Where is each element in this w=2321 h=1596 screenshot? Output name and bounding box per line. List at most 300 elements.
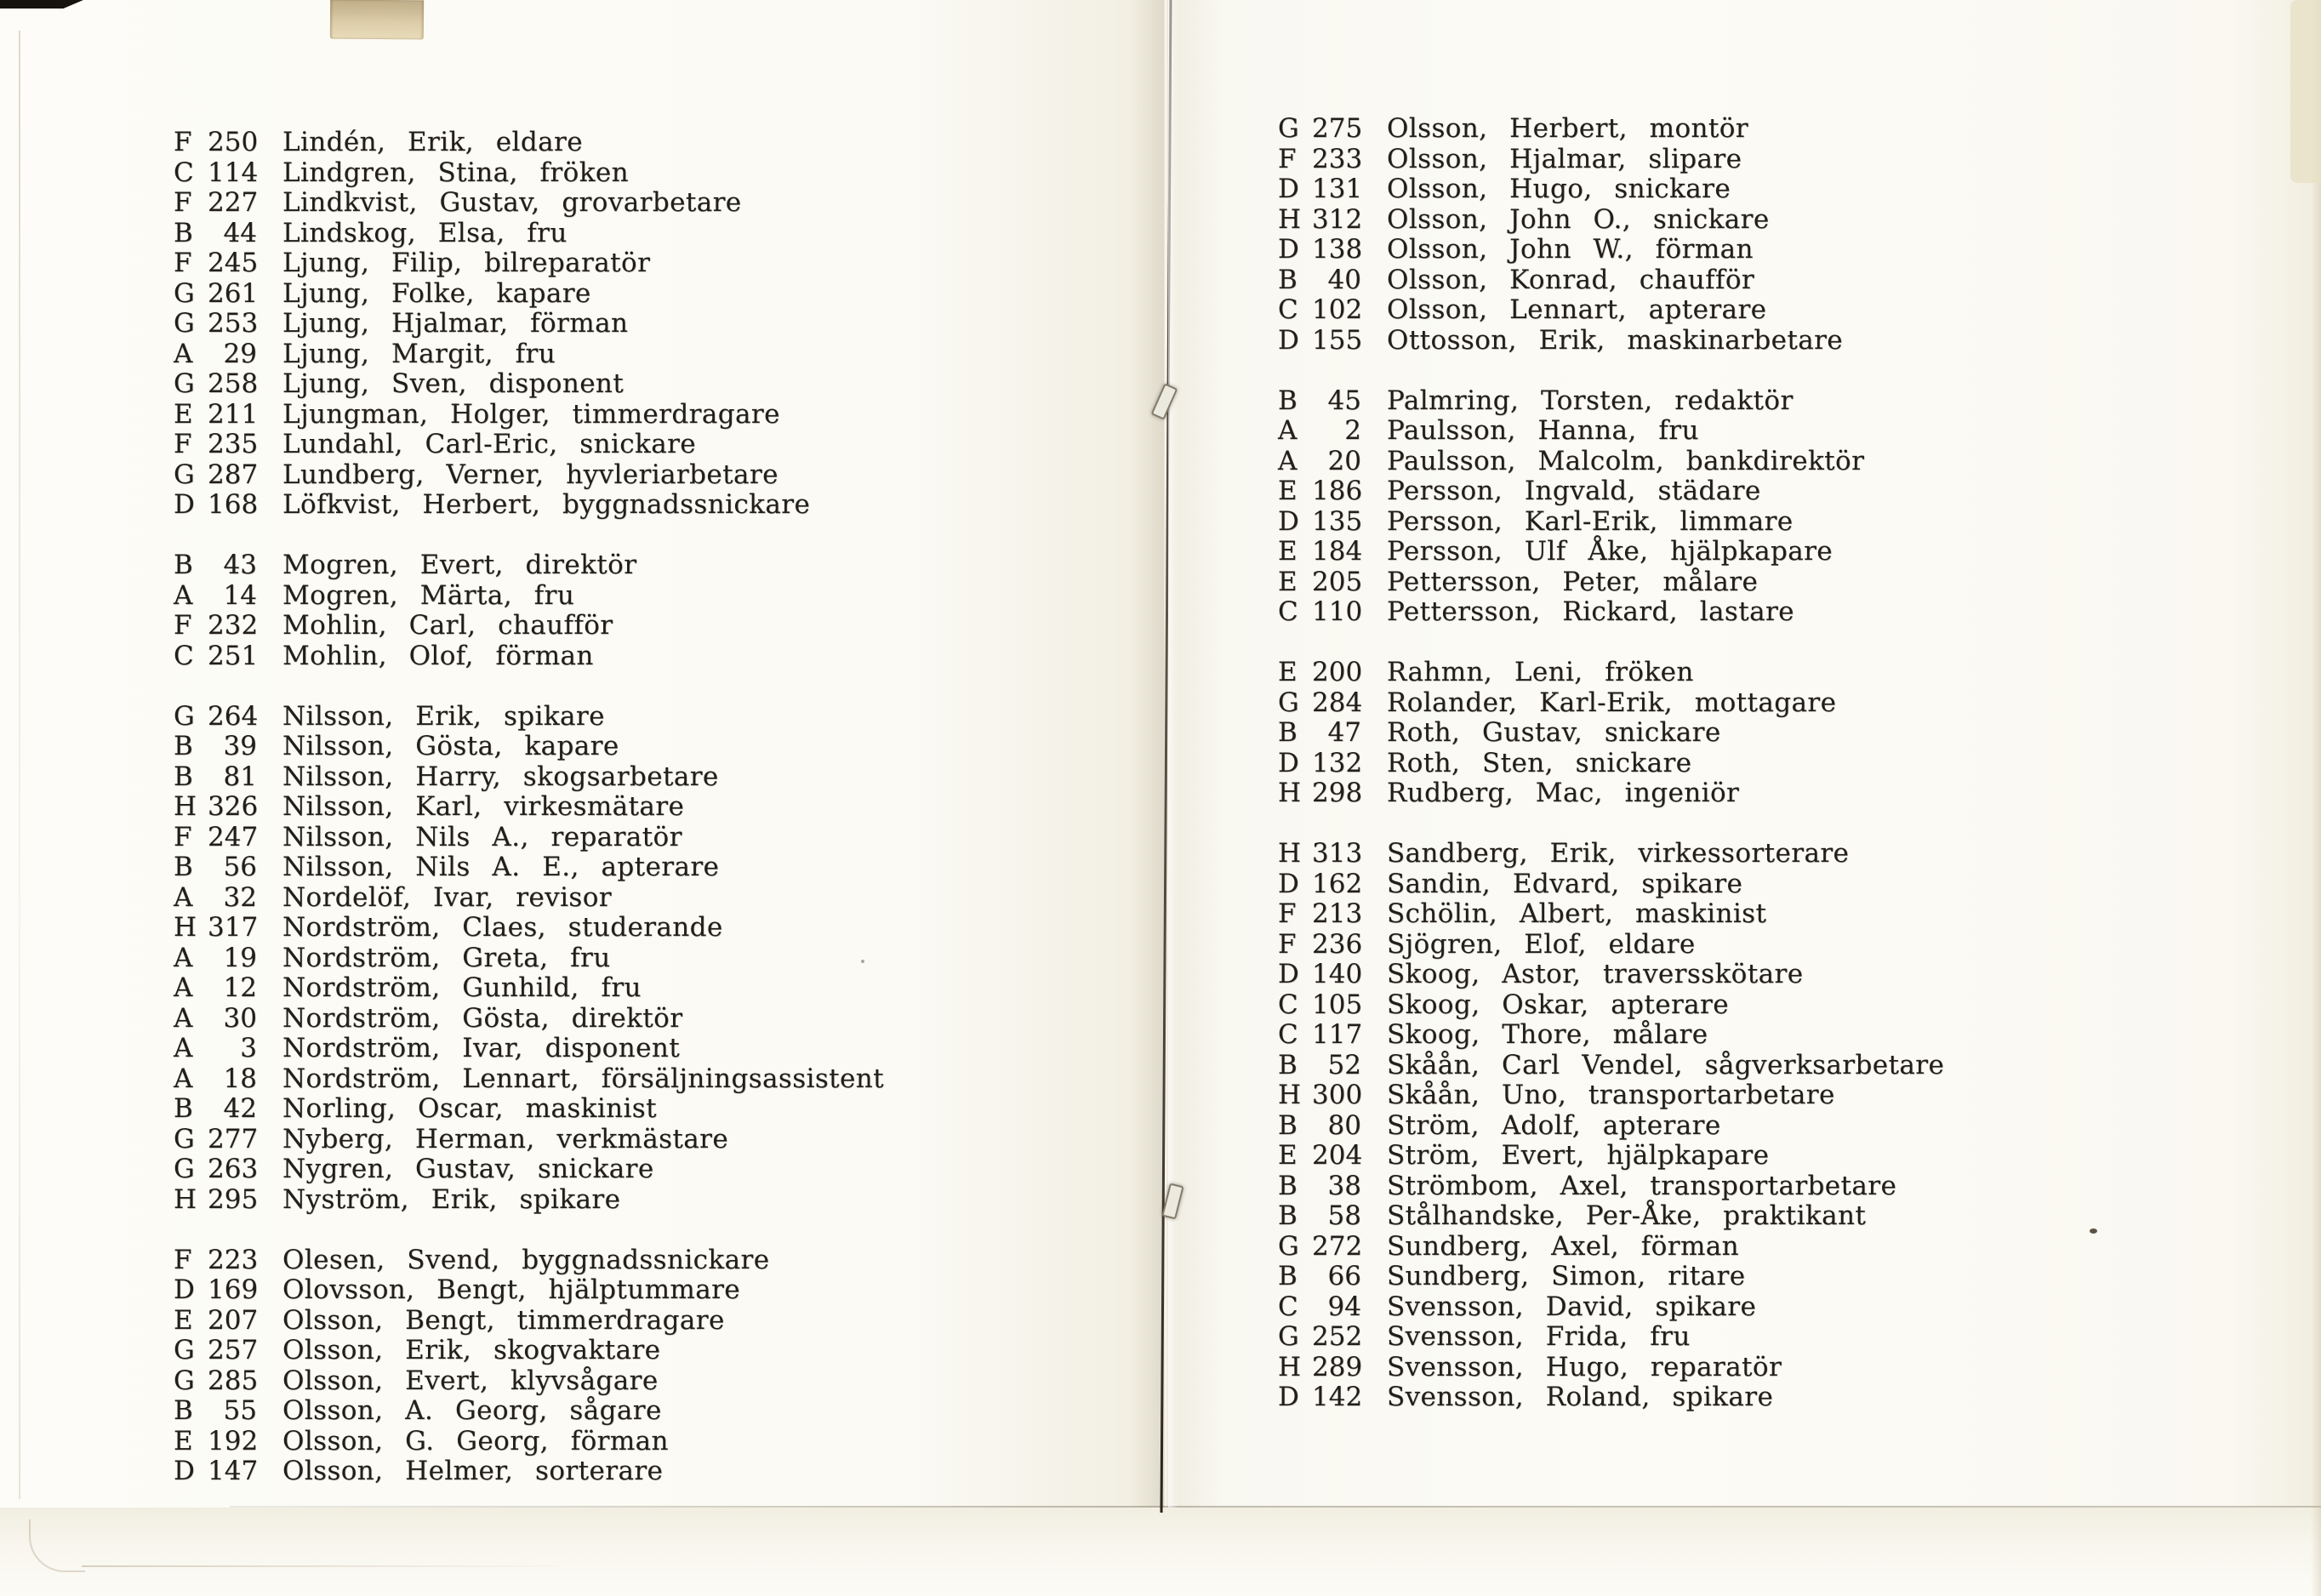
entry-number: 295 [208, 1183, 259, 1215]
directory-entry [1278, 1232, 1944, 1263]
entry-code: B [1278, 1261, 1298, 1291]
directory-entry [174, 279, 884, 310]
directory-entry [174, 309, 884, 339]
directory-entry [174, 1306, 884, 1337]
entry-code: B [174, 852, 194, 882]
entry-code: D [1278, 1382, 1300, 1412]
entry-name: Mohlin, Olof, förman [282, 640, 594, 671]
directory-entry [1278, 145, 1944, 175]
directory-entry [1278, 688, 1944, 719]
entry-name: Olsson, John O., snickare [1387, 203, 1770, 235]
entry-code: B [174, 550, 194, 580]
entry-number: 38 [1327, 1170, 1361, 1201]
entry-number: 142 [1312, 1382, 1363, 1412]
entry-name: Ottosson, Erik, maskinarbetare [1387, 324, 1844, 356]
entry-name: Lindén, Erik, eldare [282, 127, 583, 157]
entry-name: Ström, Adolf, apterare [1387, 1109, 1721, 1141]
directory-entry [174, 792, 884, 823]
entry-name: Svensson, Frida, fru [1387, 1321, 1691, 1352]
directory-entry [1278, 1111, 1944, 1142]
directory-entry [174, 1154, 884, 1185]
directory-entry [174, 400, 884, 430]
entry-group [174, 1245, 884, 1487]
entry-name: Rahmn, Leni, fröken [1387, 657, 1694, 687]
entry-code: A [1278, 415, 1297, 446]
directory-entry [174, 339, 884, 370]
entry-number: 285 [208, 1365, 259, 1396]
entry-name: Ljung, Sven, disponent [282, 368, 624, 399]
entry-name: Nyberg, Herman, verkmästare [282, 1123, 729, 1154]
entry-number: 162 [1312, 868, 1363, 899]
entry-number: 147 [208, 1456, 259, 1486]
entry-name: Pettersson, Peter, målare [1387, 566, 1759, 597]
entry-name: Nilsson, Nils A. E., apterare [282, 852, 720, 882]
entry-name: Sundberg, Axel, förman [1387, 1230, 1740, 1262]
entry-name: Strömbom, Axel, transportarbetare [1387, 1170, 1897, 1201]
directory-entry [1278, 1262, 1944, 1292]
directory-entry [1278, 1292, 1944, 1323]
directory-entry [174, 852, 884, 883]
directory-entry [1278, 749, 1944, 779]
entry-code: B [174, 217, 194, 248]
entry-code: B [1278, 1109, 1298, 1141]
entry-code: C [174, 157, 195, 188]
directory-entry [174, 913, 884, 943]
entry-name: Pettersson, Rickard, lastare [1387, 596, 1794, 627]
entry-code: H [1278, 1351, 1302, 1382]
directory-entry [174, 1245, 884, 1276]
entry-number: 317 [208, 912, 259, 943]
directory-entry [174, 823, 884, 853]
entry-name: Olsson, Helmer, sorterare [282, 1456, 664, 1486]
entry-code: D [1278, 234, 1300, 265]
directory-entry [1278, 960, 1944, 990]
entry-number: 263 [208, 1154, 259, 1184]
directory-entry [174, 1336, 884, 1366]
entry-number: 81 [223, 761, 257, 792]
entry-code: D [1278, 959, 1300, 989]
entry-name: Lindkvist, Gustav, grovarbetare [282, 187, 742, 218]
entry-name: Olsson, Lennart, apterare [1387, 294, 1767, 325]
directory-entry [174, 943, 884, 974]
entry-name: Persson, Ulf Åke, hjälpkapare [1387, 536, 1833, 567]
entry-code: B [174, 1093, 194, 1124]
entry-code: C [1278, 1291, 1299, 1322]
entry-number: 44 [223, 217, 257, 248]
entry-code: F [174, 248, 192, 278]
entry-number: 45 [1327, 385, 1361, 416]
directory-entry [1278, 386, 1944, 417]
entry-name: Palmring, Torsten, redaktör [1387, 385, 1794, 416]
entry-name: Mogren, Evert, direktör [282, 550, 637, 580]
entry-code: G [174, 700, 196, 732]
entry-number: 42 [223, 1093, 257, 1124]
entry-name: Schölin, Albert, maskinist [1387, 898, 1767, 929]
directory-entry [1278, 174, 1944, 205]
entry-number: 247 [208, 821, 259, 852]
entry-group [174, 702, 884, 1216]
entry-group [1278, 386, 1944, 628]
entry-name: Olsson, G. Georg, förman [282, 1425, 669, 1456]
entry-code: E [174, 1425, 193, 1456]
entry-number: 232 [208, 610, 259, 641]
entry-number: 18 [223, 1063, 257, 1094]
entry-number: 252 [1312, 1321, 1363, 1352]
entry-code: G [1278, 113, 1300, 144]
directory-entry [174, 641, 884, 672]
entry-number: 186 [1312, 476, 1363, 506]
entry-number: 257 [208, 1335, 259, 1365]
directory-entry [1278, 930, 1944, 960]
entry-name: Olsson, Herbert, montör [1387, 113, 1749, 144]
directory-entry [174, 1064, 884, 1095]
entry-code: C [1278, 989, 1299, 1020]
entry-number: 205 [1312, 566, 1363, 597]
directory-entry [174, 550, 884, 581]
entry-number: 169 [208, 1274, 259, 1305]
entry-code: F [174, 1244, 192, 1275]
directory-entry [1278, 1382, 1944, 1413]
right-edge-shadow [2311, 0, 2321, 1596]
entry-number: 235 [208, 429, 259, 459]
entry-name: Nilsson, Erik, spikare [282, 700, 605, 732]
entry-name: Olsson, Hugo, snickare [1387, 174, 1731, 204]
entry-name: Nordström, Claes, studerande [282, 912, 723, 943]
entry-number: 47 [1327, 717, 1361, 748]
cover-under-pages [0, 1508, 2321, 1596]
entry-code: E [1278, 476, 1297, 506]
entry-code: B [174, 731, 194, 761]
entry-code: B [1278, 717, 1298, 748]
entry-number: 245 [208, 248, 259, 278]
directory-entry [174, 1275, 884, 1306]
entry-number: 102 [1312, 294, 1363, 325]
entry-name: Skåån, Carl Vendel, sågverksarbetare [1387, 1049, 1945, 1080]
entry-code: G [174, 1123, 196, 1154]
directory-entry [174, 128, 884, 158]
entry-name: Sundberg, Simon, ritare [1387, 1261, 1746, 1291]
entry-code: H [1278, 838, 1302, 869]
directory-entry [1278, 658, 1944, 688]
entry-name: Lindgren, Stina, fröken [282, 157, 630, 188]
entry-code: A [174, 1002, 193, 1034]
entry-code: D [174, 1274, 196, 1305]
directory-entry [1278, 597, 1944, 628]
entry-code: E [1278, 657, 1297, 687]
entry-name: Ström, Evert, hjälpkapare [1387, 1140, 1770, 1171]
entry-code: D [1278, 747, 1300, 778]
entry-code: B [174, 761, 194, 792]
bottom-left-crease [82, 1565, 558, 1567]
entry-code: H [1278, 1080, 1302, 1110]
entry-name: Sandin, Edvard, spikare [1387, 868, 1743, 899]
entry-code: F [174, 610, 192, 641]
entry-code: A [174, 338, 193, 369]
entry-code: F [174, 127, 192, 157]
entry-code: G [174, 1365, 196, 1396]
directory-entry [174, 158, 884, 189]
directory-entry [174, 1004, 884, 1035]
entry-number: 326 [208, 791, 259, 822]
entry-number: 253 [208, 308, 259, 339]
entry-code: G [174, 368, 196, 399]
right-page-entries [1278, 114, 1944, 1443]
entry-number: 250 [208, 127, 259, 157]
entry-name: Nilsson, Nils A., reparatör [282, 821, 682, 852]
entry-number: 14 [223, 579, 257, 611]
directory-entry [1278, 265, 1944, 296]
directory-entry [1278, 416, 1944, 447]
entry-name: Persson, Karl-Erik, limmare [1387, 505, 1794, 537]
entry-name: Olsson, Erik, skogvaktare [282, 1335, 661, 1365]
entry-number: 135 [1312, 505, 1363, 537]
entry-name: Olsson, Konrad, chaufför [1387, 264, 1755, 295]
entry-name: Persson, Ingvald, städare [1387, 476, 1761, 506]
entry-name: Rudberg, Mac, ingeniör [1387, 778, 1740, 808]
directory-entry [1278, 718, 1944, 749]
entry-name: Skåån, Uno, transportarbetare [1387, 1080, 1835, 1110]
entry-code: F [1278, 928, 1297, 960]
entry-name: Nordström, Gunhild, fru [282, 972, 642, 1003]
directory-entry [1278, 1080, 1944, 1111]
entry-number: 312 [1312, 203, 1363, 235]
entry-name: Ljung, Folke, kapare [282, 277, 591, 309]
entry-number: 184 [1312, 536, 1363, 567]
entry-number: 313 [1312, 838, 1363, 869]
directory-entry [174, 732, 884, 762]
directory-entry [174, 1396, 884, 1427]
entry-code: E [174, 1304, 193, 1336]
entry-number: 155 [1312, 324, 1363, 356]
entry-name: Olsson, A. Georg, sågare [282, 1395, 662, 1426]
entry-name: Roth, Gustav, snickare [1387, 717, 1721, 748]
entry-name: Nilsson, Harry, skogsarbetare [282, 761, 719, 792]
entry-code: A [174, 972, 193, 1003]
entry-number: 29 [223, 338, 257, 369]
directory-entry [174, 460, 884, 491]
entry-code: B [1278, 1200, 1298, 1231]
entry-name: Mogren, Märta, fru [282, 579, 575, 611]
entry-code: F [174, 429, 192, 459]
entry-number: 211 [208, 398, 259, 430]
directory-entry [174, 581, 884, 612]
entry-number: 251 [208, 640, 259, 671]
entry-code: C [1278, 294, 1299, 325]
entry-code: D [174, 1456, 196, 1486]
directory-entry [174, 490, 884, 521]
entry-name: Svensson, David, spikare [1387, 1291, 1757, 1322]
entry-name: Lindskog, Elsa, fru [282, 217, 567, 248]
entry-number: 236 [1312, 928, 1363, 960]
directory-entry [1278, 990, 1944, 1021]
directory-entry [1278, 295, 1944, 326]
entry-number: 277 [208, 1123, 259, 1154]
entry-code: D [174, 489, 196, 520]
entry-number: 272 [1312, 1230, 1363, 1262]
entry-code: G [1278, 687, 1300, 718]
entry-number: 300 [1312, 1080, 1363, 1110]
entry-number: 12 [223, 972, 257, 1003]
entry-name: Nordelöf, Ivar, revisor [282, 881, 612, 913]
entry-number: 105 [1312, 989, 1363, 1020]
directory-entry [1278, 326, 1944, 356]
entry-name: Nygren, Gustav, snickare [282, 1154, 654, 1184]
directory-entry [174, 611, 884, 641]
directory-entry [174, 1456, 884, 1487]
entry-code: C [1278, 1019, 1299, 1050]
entry-name: Nyström, Erik, spikare [282, 1183, 621, 1215]
entry-group [174, 128, 884, 521]
directory-entry [174, 369, 884, 400]
entry-code: G [1278, 1321, 1300, 1352]
entry-number: 258 [208, 368, 259, 399]
entry-code: D [1278, 174, 1300, 204]
directory-entry [1278, 839, 1944, 869]
directory-entry [174, 973, 884, 1004]
entry-number: 55 [223, 1395, 257, 1426]
directory-entry [174, 762, 884, 793]
directory-entry [1278, 447, 1944, 477]
entry-number: 52 [1327, 1049, 1361, 1080]
directory-entry [1278, 778, 1944, 809]
entry-name: Lundberg, Verner, hyvleriarbetare [282, 459, 778, 490]
entry-number: 56 [223, 852, 257, 882]
entry-number: 289 [1312, 1351, 1363, 1382]
entry-number: 204 [1312, 1140, 1363, 1171]
entry-name: Svensson, Hugo, reparatör [1387, 1351, 1782, 1382]
entry-code: H [1278, 203, 1302, 235]
directory-entry [174, 188, 884, 219]
entry-number: 275 [1312, 113, 1363, 144]
entry-code: H [174, 912, 197, 943]
entry-name: Sjögren, Elof, eldare [1387, 928, 1696, 960]
entry-code: E [1278, 566, 1297, 597]
entry-name: Skoog, Thore, målare [1387, 1019, 1708, 1050]
entry-code: E [1278, 536, 1297, 567]
entry-code: H [174, 1183, 197, 1215]
entry-name: Ljung, Margit, fru [282, 338, 556, 369]
directory-entry [1278, 476, 1944, 507]
entry-number: 43 [223, 550, 257, 580]
entry-name: Olsson, Hjalmar, slipare [1387, 143, 1742, 174]
entry-number: 264 [208, 700, 259, 732]
entry-name: Skoog, Astor, traversskötare [1387, 959, 1804, 989]
directory-entry [174, 1427, 884, 1457]
directory-entry [1278, 1020, 1944, 1051]
entry-number: 20 [1327, 445, 1361, 476]
entry-number: 138 [1312, 234, 1363, 265]
directory-entry [174, 248, 884, 279]
entry-code: G [174, 308, 196, 339]
entry-number: 19 [223, 942, 257, 973]
entry-code: G [174, 277, 196, 309]
directory-entry [1278, 899, 1944, 930]
entry-code: A [174, 1033, 193, 1063]
entry-name: Sandberg, Erik, virkessorterare [1387, 838, 1850, 869]
directory-entry [174, 1366, 884, 1397]
left-page-crease [19, 31, 20, 1499]
entry-name: Ljung, Hjalmar, förman [282, 308, 629, 339]
entry-number: 40 [1327, 264, 1361, 295]
entry-code: H [174, 791, 197, 822]
entry-number: 223 [208, 1244, 259, 1275]
ink-speck [2090, 1228, 2097, 1234]
entry-code: B [174, 1395, 194, 1426]
entry-group [1278, 839, 1944, 1413]
entry-name: Ljung, Filip, bilreparatör [282, 248, 651, 278]
entry-code: G [174, 1154, 196, 1184]
directory-entry [1278, 1353, 1944, 1383]
entry-code: F [1278, 898, 1297, 929]
directory-entry [1278, 567, 1944, 598]
entry-number: 58 [1327, 1200, 1361, 1231]
entry-name: Nordström, Ivar, disponent [282, 1033, 681, 1063]
entry-code: C [174, 640, 195, 671]
directory-entry [1278, 114, 1944, 145]
entry-code: F [174, 187, 192, 218]
directory-entry [1278, 1171, 1944, 1202]
directory-entry [1278, 235, 1944, 265]
entry-code: E [1278, 1140, 1297, 1171]
entry-number: 192 [208, 1425, 259, 1456]
entry-name: Olovsson, Bengt, hjälptummare [282, 1274, 741, 1305]
entry-code: B [1278, 1170, 1298, 1201]
entry-name: Olesen, Svend, byggnadssnickare [282, 1244, 770, 1275]
entry-code: H [1278, 778, 1302, 808]
entry-number: 94 [1327, 1291, 1361, 1322]
entry-code: E [174, 398, 193, 430]
entry-name: Nordström, Greta, fru [282, 942, 611, 973]
entry-name: Löfkvist, Herbert, byggnadssnickare [282, 489, 811, 520]
entry-number: 200 [1312, 657, 1363, 687]
entry-name: Paulsson, Hanna, fru [1387, 415, 1699, 446]
entry-group [1278, 658, 1944, 809]
entry-number: 298 [1312, 778, 1363, 808]
entry-name: Skoog, Oskar, apterare [1387, 989, 1730, 1020]
entry-name: Rolander, Karl-Erik, mottagare [1387, 687, 1837, 718]
left-page-entries [174, 128, 884, 1517]
directory-entry [1278, 205, 1944, 236]
entry-name: Roth, Sten, snickare [1387, 747, 1692, 778]
entry-code: D [1278, 324, 1300, 356]
entry-code: F [174, 821, 192, 852]
entry-number: 114 [208, 157, 259, 188]
entry-number: 117 [1312, 1019, 1363, 1050]
right-top-page-edge [2290, 0, 2321, 183]
entry-number: 131 [1312, 174, 1363, 204]
entry-number: 110 [1312, 596, 1363, 627]
entry-number: 213 [1312, 898, 1363, 929]
directory-entry [1278, 537, 1944, 567]
entry-number: 132 [1312, 747, 1363, 778]
entry-name: Stålhandske, Per-Åke, praktikant [1387, 1200, 1867, 1231]
entry-code: G [1278, 1230, 1300, 1262]
directory-entry [1278, 1141, 1944, 1171]
entry-name: Paulsson, Malcolm, bankdirektör [1387, 445, 1865, 476]
entry-name: Nilsson, Gösta, kapare [282, 731, 619, 761]
directory-entry [1278, 1051, 1944, 1081]
entry-number: 284 [1312, 687, 1363, 718]
entry-code: B [1278, 385, 1298, 416]
entry-number: 39 [223, 731, 257, 761]
directory-entry [174, 219, 884, 249]
entry-name: Ljungman, Holger, timmerdragare [282, 398, 780, 430]
entry-group [1278, 114, 1944, 356]
entry-name: Svensson, Roland, spikare [1387, 1382, 1774, 1412]
entry-code: A [174, 579, 193, 611]
entry-name: Olsson, Evert, klyvsågare [282, 1365, 659, 1396]
entry-name: Olsson, John W., förman [1387, 234, 1754, 265]
